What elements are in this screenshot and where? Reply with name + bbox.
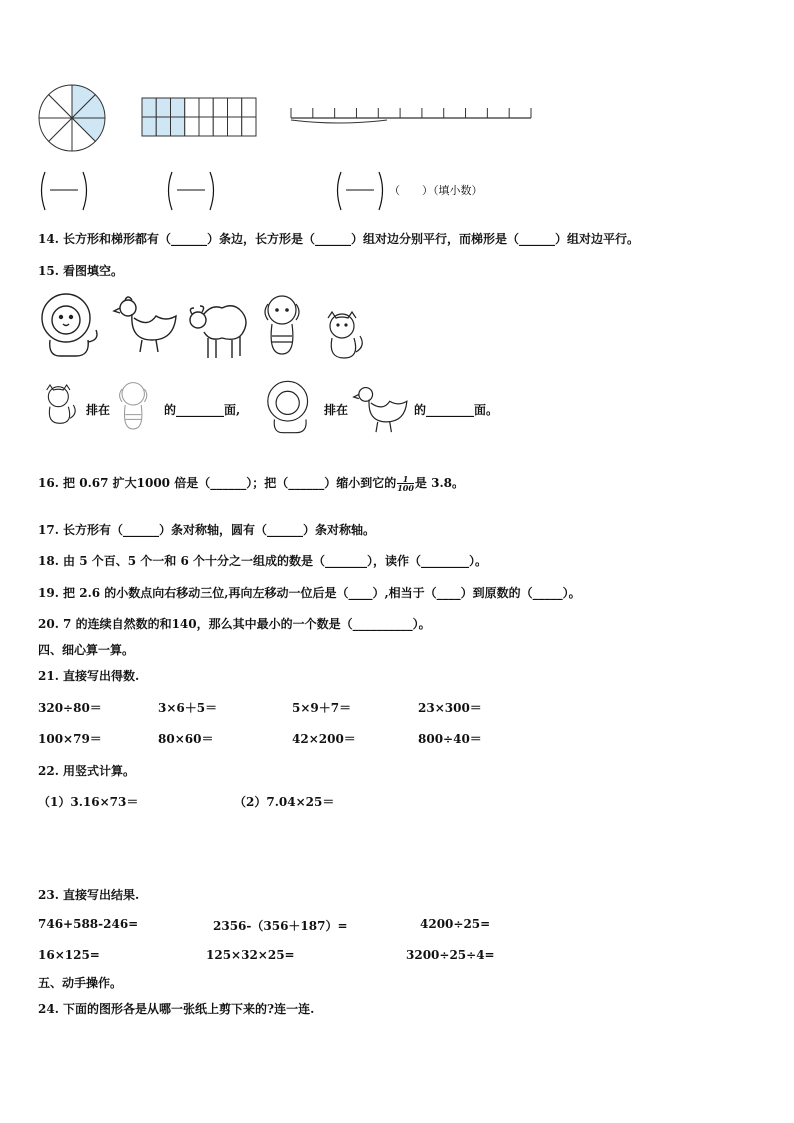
question-17: 17. 长方形有（______）条对称轴，圆有（______）条对称轴。 — [38, 523, 376, 537]
calc-item: 23×300＝ — [418, 701, 482, 715]
fraction-answer-3 — [338, 172, 383, 210]
q16-part1: 16. 把 0.67 扩大1000 倍是（______）；把（______）缩小到它的 — [38, 476, 397, 490]
question-19: 19. 把 2.6 的小数点向右移动三位,再向左移动一位后是（____）,相当于（____）到原数的（_____）。 — [38, 586, 581, 600]
grid-cell — [156, 98, 170, 117]
question-16 — [38, 474, 464, 492]
chicken-icon — [352, 382, 412, 436]
calc-item: 5×9＋7＝ — [292, 701, 352, 715]
calc-item: 2356-（356＋187）= — [213, 919, 348, 933]
question-23-title: 23. 直接写出结果. — [38, 888, 140, 902]
calc-item: 125×32×25= — [206, 948, 295, 962]
grid-cell — [228, 117, 242, 136]
fill-decimal-label: （ ）（填小数） — [389, 184, 483, 197]
kitten-icon — [320, 310, 368, 362]
calc-item: 320÷80＝ — [38, 701, 102, 715]
vertical-calc-item: （1）3.16×73＝ — [38, 795, 139, 809]
lion-icon — [36, 290, 104, 360]
calc-item: 3×6＋5＝ — [158, 701, 218, 715]
calc-item: 800÷40＝ — [418, 732, 482, 746]
grid-cell — [242, 98, 256, 117]
fraction-circle — [39, 85, 105, 151]
section-5-heading: 五、动手操作。 — [38, 976, 123, 990]
question-21-title: 21. 直接写出得数. — [38, 669, 140, 683]
kitten-icon — [40, 382, 80, 428]
fraction-answer-2 — [169, 172, 214, 210]
sheep-icon — [186, 300, 250, 362]
question-24: 24. 下面的图形各是从哪一张纸上剪下来的?连一连. — [38, 1002, 315, 1016]
fraction-answer-1 — [42, 172, 87, 210]
fraction-grid — [142, 98, 256, 136]
calc-item: 42×200＝ — [292, 732, 356, 746]
calc-item: 4200÷25= — [420, 917, 491, 931]
calc-item: 3200÷25÷4= — [406, 948, 495, 962]
grid-cell — [213, 117, 227, 136]
vertical-calc-item: （2）7.04×25＝ — [234, 795, 335, 809]
question-15-title: 15. 看图填空。 — [38, 264, 124, 278]
q15-blank-1: 的________面, — [164, 403, 241, 417]
question-20: 20. 7 的连续自然数的和140，那么其中最小的一个数是（__________）。 — [38, 617, 431, 631]
grid-cell — [142, 117, 156, 136]
calc-item: 16×125= — [38, 948, 100, 962]
question-22-title: 22. 用竖式计算。 — [38, 764, 136, 778]
grid-cell — [142, 98, 156, 117]
grid-cell — [171, 117, 185, 136]
chicken-icon — [112, 294, 182, 356]
number-line — [291, 108, 531, 123]
grid-cell — [199, 117, 213, 136]
grid-cell — [185, 117, 199, 136]
puppy-icon — [114, 376, 154, 434]
calc-item: 80×60＝ — [158, 732, 214, 746]
calc-item: 100×79＝ — [38, 732, 102, 746]
grid-cell — [156, 117, 170, 136]
grid-cell — [199, 98, 213, 117]
q15-pai-2: 排在 — [324, 403, 349, 417]
grid-cell — [185, 98, 199, 117]
q15-blank-2: 的________面。 — [414, 403, 499, 417]
question-18: 18. 由 5 个百、5 个一和 6 个十分之一组成的数是（_______），读作（________）。 — [38, 554, 487, 568]
calc-item: 746+588-246= — [38, 917, 139, 931]
grid-cell — [171, 98, 185, 117]
q16-part2: 是 3.8。 — [414, 476, 464, 490]
grid-cell — [213, 98, 227, 117]
section-4-heading: 四、细心算一算。 — [38, 643, 135, 657]
lion-icon — [262, 378, 320, 436]
grid-cell — [228, 98, 242, 117]
puppy-icon — [258, 290, 308, 358]
question-14: 14. 长方形和梯形都有（______）条边，长方形是（______）组对边分别平行，而梯形是（______）组对边平行。 — [38, 232, 640, 246]
q15-pai-1: 排在 — [86, 403, 111, 417]
fraction-1-100: $\frac{1}{100}$ — [397, 474, 414, 493]
grid-cell — [242, 117, 256, 136]
